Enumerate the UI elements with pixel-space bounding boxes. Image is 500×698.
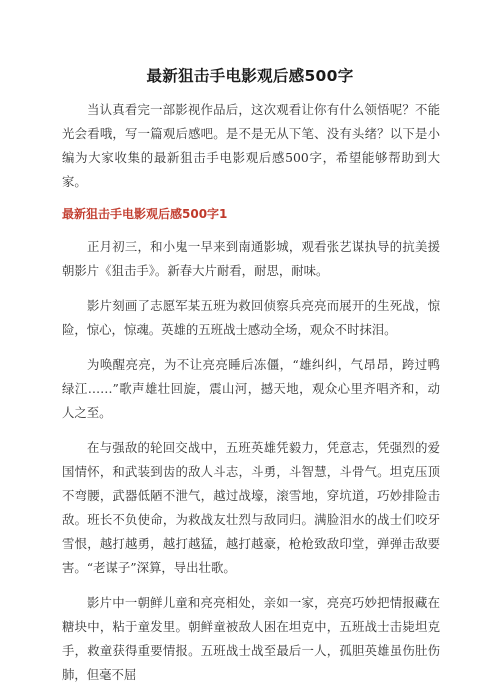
body-paragraph: 为唤醒亮亮，为不让亮亮睡后冻僵，“雄纠纠，气昂昂，跨过鸭绿江……”歌声雄壮回旋，震山河，撼天地，观众心里齐唱齐和，动人之至。	[62, 357, 440, 420]
body-paragraph: 正月初三，和小鬼一早来到南通影城，观看张艺谋执导的抗美援朝影片《狙击手》。新春大片耐看，耐思，耐味。	[62, 239, 440, 278]
body-paragraph: 影片中一朝鲜儿童和亮亮相处，亲如一家，亮亮巧妙把情报藏在糖块中，粘于童发里。朝鲜童被敌人困在坦克中，五班战士击毙坦克手，救童获得重要情报。五班战士战至最后一人，孤胆英雄虽伤肚伤肺，但毫不屈	[62, 595, 440, 682]
document-title: 最新狙击手电影观后感500字	[146, 67, 354, 85]
document-body	[62, 98, 440, 698]
body-paragraph: 影片刻画了志愿军某五班为救回侦察兵亮亮而展开的生死战，惊险，惊心，惊魂。英雄的五班战士感动全场，观众不时抹泪。	[62, 298, 440, 337]
body-paragraph: 在与强敌的轮回交战中，五班英雄凭毅力，凭意志，凭强烈的爱国情怀，和武装到齿的敌人斗志，斗勇，斗智慧，斗骨气。坦克压顶不弯腰，武器低陋不泄气，越过战壕，滚雪地，穿坑道，巧妙排险击敌。班长不负使命，为救战友壮烈与敌同归。满脸泪水的战士们咬牙雪恨，越打越勇，越打越猛，越打越豪，枪枪致敌印堂，弹弹击敌要害。“老谋子”深算，导出壮歌。	[62, 440, 440, 575]
intro-paragraph: 当认真看完一部影视作品后，这次观看让你有什么领悟呢？不能光会看哦，写一篇观后感吧。是不是无从下笔、没有头绪？以下是小编为大家收集的最新狙击手电影观后感500字，希望能够帮助到大家。	[62, 102, 440, 189]
section-heading: 最新狙击手电影观后感500字1	[62, 207, 228, 221]
